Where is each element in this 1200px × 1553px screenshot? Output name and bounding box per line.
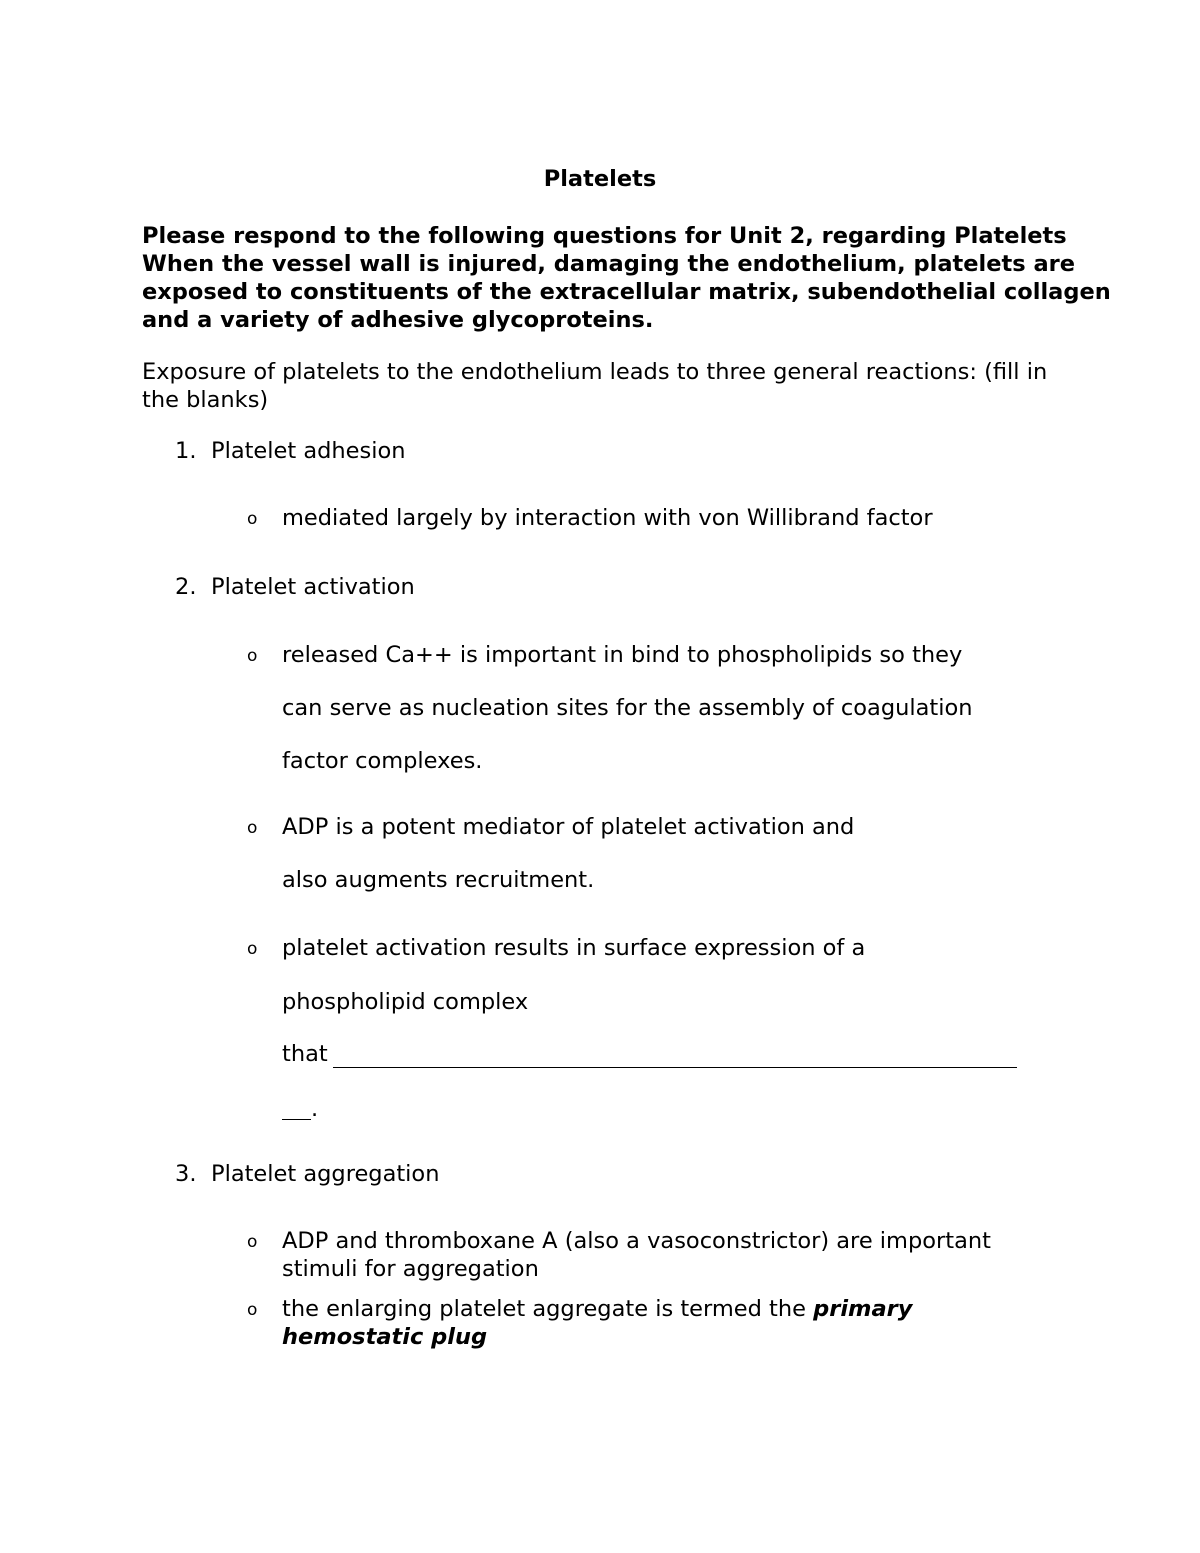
emphasis-term: hemostatic plug (282, 1324, 488, 1350)
bullet-text: mediated largely by interaction with von Willibrand factor (282, 505, 933, 531)
bullet-icon: o (247, 818, 258, 838)
fill-in-blank[interactable] (333, 1067, 1017, 1068)
intro-line: exposed to constituents of the extracellular matrix, subendothelial collagen (142, 279, 1111, 305)
bullet-icon: o (247, 939, 258, 959)
bullet-text: that (282, 1041, 328, 1067)
bullet-icon: o (247, 646, 258, 666)
bullet-text: stimuli for aggregation (282, 1256, 539, 1282)
list-item-label: Platelet adhesion (211, 438, 406, 464)
list-item-1 (175, 438, 406, 464)
intro-paragraph (142, 222, 1111, 334)
fill-in-blank[interactable] (282, 1119, 311, 1120)
lead-line: Exposure of platelets to the endothelium leads to three general reactions: (fill in (142, 359, 1048, 385)
bullet-text: platelet activation results in surface expression of a (282, 935, 866, 961)
emphasis-term: primary (813, 1296, 913, 1322)
intro-line: When the vessel wall is injured, damaging the endothelium, platelets are (142, 251, 1076, 277)
list-item-label: Platelet activation (211, 574, 415, 600)
list-number: 2. (175, 574, 197, 600)
bullet-text: also augments recruitment. (282, 867, 595, 893)
list-item-label: Platelet aggregation (211, 1161, 440, 1187)
blank-period: . (311, 1096, 319, 1122)
bullet-icon: o (247, 1232, 258, 1252)
list-number: 1. (175, 438, 197, 464)
bullet-text: ADP is a potent mediator of platelet activation and (282, 814, 855, 840)
lead-line: the blanks) (142, 387, 269, 413)
lead-paragraph (142, 358, 1062, 414)
page-title: Platelets (543, 166, 657, 192)
intro-line: and a variety of adhesive glycoproteins. (142, 307, 654, 333)
bullet-text: can serve as nucleation sites for the assembly of coagulation (282, 695, 973, 721)
bullet-text: phospholipid complex (282, 989, 529, 1015)
intro-line: Please respond to the following questions for Unit 2, regarding Platelets (142, 223, 1067, 249)
bullet-icon: o (247, 1300, 258, 1320)
bullet-text-plain: the enlarging platelet aggregate is termed the (282, 1296, 806, 1322)
list-item-2 (175, 574, 415, 600)
bullet-text: ADP and thromboxane A (also a vasoconstrictor) are important (282, 1228, 991, 1254)
bullet-text: released Ca++ is important in bind to phospholipids so they (282, 642, 963, 668)
list-item-3 (175, 1161, 439, 1187)
bullet-text (282, 1296, 912, 1322)
list-number: 3. (175, 1161, 197, 1187)
bullet-text: factor complexes. (282, 748, 483, 774)
bullet-icon: o (247, 509, 258, 529)
